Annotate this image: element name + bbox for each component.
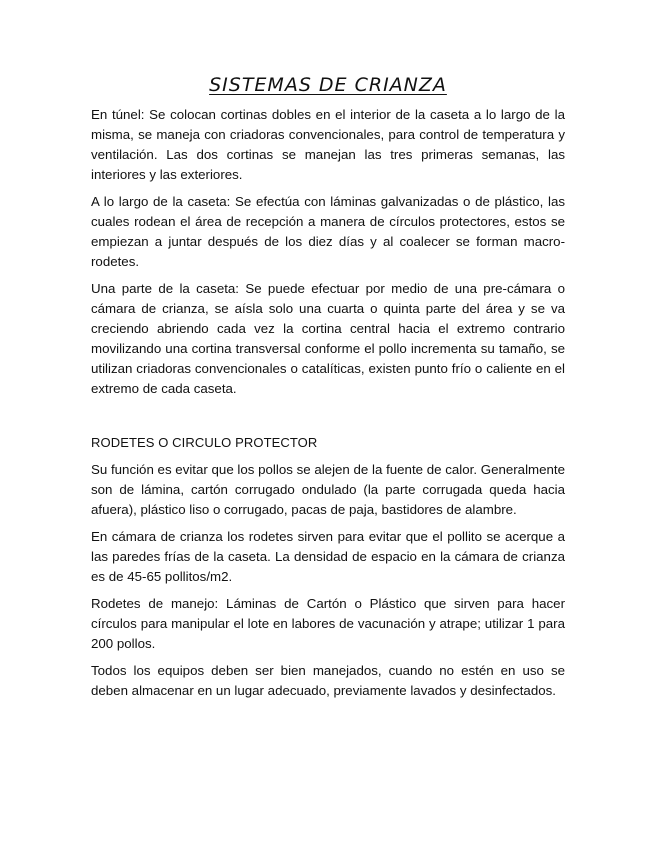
section-heading: RODETES O CIRCULO PROTECTOR bbox=[91, 435, 318, 450]
paragraph-lead: Una parte de la caseta: bbox=[91, 281, 240, 296]
section-paragraph: Su función es evitar que los pollos se alejen de la fuente de calor. Generalmente son de lámina, cartón corrugado ondulado (la parte corrugada queda hacia afuera), plástico liso o corrugado, pacas de paja, bastidores de alambre. bbox=[91, 462, 565, 517]
document-page bbox=[91, 70, 565, 708]
document-title: SISTEMAS DE CRIANZA bbox=[209, 74, 447, 96]
spacer bbox=[91, 406, 565, 433]
paragraph-lead: En túnel: bbox=[91, 107, 145, 122]
paragraph-along-house bbox=[91, 192, 565, 272]
paragraph-text: Se puede efectuar por medio de una pre-cámara o cámara de crianza, se aísla solo una cuarta o quinta parte del área y se va creciendo abriendo cada vez la cortina central hacia el extremo contrario movilizando una cortina transversal conforme el pollo incrementa su tamaño, se utilizan criadoras convencionales o catalíticas, existen punto frío o caliente en el extremo de cada caseta. bbox=[91, 281, 565, 396]
paragraph-tunnel bbox=[91, 105, 565, 185]
paragraph-text: Se efectúa con láminas galvanizadas o de plástico, las cuales rodean el área de recepción a manera de círculos protectores, estos se empiezan a juntar después de los diez días y al coalecer se forman macro-rodetes. bbox=[91, 194, 565, 269]
paragraph-text: Se colocan cortinas dobles en el interior de la caseta a lo largo de la misma, se maneja con criadoras convencionales, para control de temperatura y ventilación. Las dos cortinas se manejan las tres primeras semanas, las interiores y las exteriores. bbox=[91, 107, 565, 182]
paragraph-part-house bbox=[91, 279, 565, 399]
section-paragraph: Todos los equipos deben ser bien manejados, cuando no estén en uso se deben almacenar en un lugar adecuado, previamente lavados y desinfectados. bbox=[91, 663, 565, 698]
section-paragraph: En cámara de crianza los rodetes sirven para evitar que el pollito se acerque a las paredes frías de la caseta. La densidad de espacio en la cámara de crianza es de 45-65 pollitos/m2. bbox=[91, 529, 565, 584]
section-paragraph: Rodetes de manejo: Láminas de Cartón o Plástico que sirven para hacer círculos para manipular el lote en labores de vacunación y atrape; utilizar 1 para 200 pollos. bbox=[91, 596, 565, 651]
paragraph-lead: A lo largo de la caseta: bbox=[91, 194, 231, 209]
